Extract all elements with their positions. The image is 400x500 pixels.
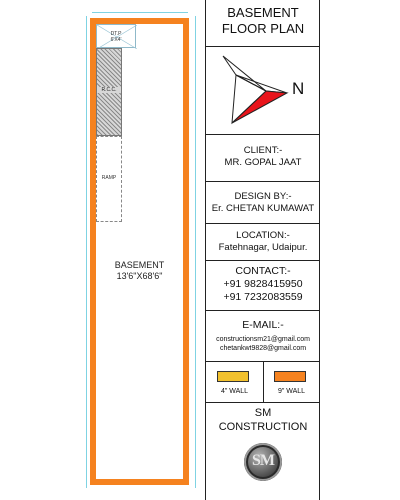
title-block [205, 0, 320, 500]
dtp-box [96, 24, 136, 48]
right-dimension-line [195, 16, 196, 488]
client-name: MR. GOPAL JAAT [224, 157, 302, 168]
ramp-label: RAMP [101, 175, 117, 181]
basement-label-group [96, 260, 183, 282]
north-label: N [292, 79, 305, 98]
company-logo [244, 443, 282, 481]
phone-2[interactable]: +91 7232083559 [223, 291, 303, 303]
legend-swatch-4in [217, 371, 249, 382]
title-block-right-border [319, 0, 320, 500]
rcc-label: R.C.C. [97, 87, 121, 93]
heading-line2: FLOOR PLAN [221, 21, 305, 36]
legend-label-9in: 9" WALL [277, 388, 306, 395]
legend-divider [263, 362, 264, 402]
contact-cell [206, 261, 320, 311]
top-dimension-line [92, 12, 188, 13]
company-line2: CONSTRUCTION [218, 421, 308, 433]
phone-1[interactable]: +91 9828415950 [223, 278, 303, 290]
design-name: Er. CHETAN KUMAWAT [211, 203, 315, 214]
ramp-area [96, 136, 122, 222]
dtp-label: DT.P [110, 31, 122, 37]
client-title: CLIENT:- [243, 145, 283, 156]
left-dimension-line [86, 16, 87, 488]
contact-title: CONTACT:- [235, 265, 291, 277]
wall-legend [206, 362, 320, 403]
plan-heading [206, 0, 320, 47]
email-cell [206, 311, 320, 362]
location-title: LOCATION:- [236, 230, 290, 241]
email-title: E-MAIL:- [242, 319, 284, 331]
email-1[interactable]: constructionsm21@gmail.com [216, 336, 310, 343]
legend-swatch-9in [274, 371, 306, 382]
location-cell [206, 224, 320, 261]
legend-label-4in: 4" WALL [220, 388, 249, 395]
heading-line1: BASEMENT [227, 5, 299, 20]
design-title: DESIGN BY:- [234, 191, 292, 202]
basement-label: BASEMENT [114, 260, 165, 270]
email-2[interactable]: chetankwt9828@gmail.com [219, 345, 307, 352]
client-cell [206, 135, 320, 182]
location-value: Fatehnagar, Udaipur. [218, 242, 308, 253]
design-cell [206, 182, 320, 224]
north-arrow-panel [206, 47, 320, 135]
dtp-size: 6'X4' [110, 37, 122, 43]
basement-size: 13'6"X68'6" [116, 271, 163, 281]
company-line1: SM [254, 407, 272, 419]
rcc-area [96, 48, 122, 136]
logo-monogram: SM [252, 452, 274, 469]
company-cell [206, 403, 320, 500]
